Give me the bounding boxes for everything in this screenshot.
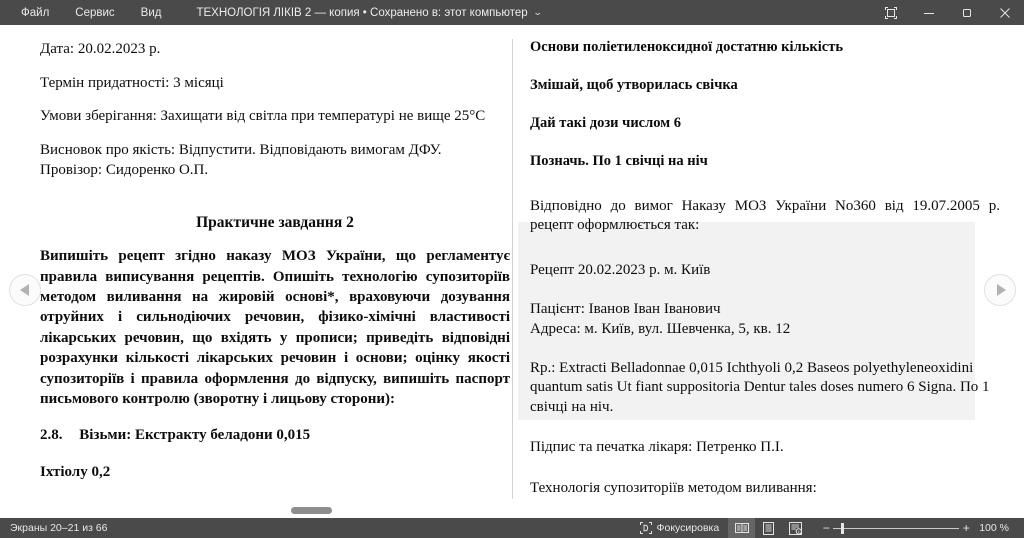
status-bar (0, 518, 1024, 538)
technology-heading: Технологія супозиторіїв методом виливання: (530, 480, 817, 497)
title-bar (0, 0, 1024, 25)
practical-task-heading: Практичне завдання 2 (196, 214, 354, 232)
web-layout-button[interactable] (782, 518, 809, 538)
minimize-icon[interactable] (910, 0, 948, 25)
menu-tools[interactable]: Сервис (75, 6, 115, 19)
storage-conditions-line: Умови зберігання: Захищати від світла при температурі не вище 25°C (40, 108, 486, 125)
ingredient-line-2: Іхтіолу 0,2 (40, 463, 111, 480)
zoom-percentage[interactable]: 100 % (979, 522, 1009, 534)
order-note-paragraph: Відповідно до вимог Наказу МОЗ України No360 від 19.07.2005 р. рецепт оформлюється так: (530, 197, 1000, 234)
close-icon[interactable] (986, 0, 1024, 25)
prev-screen-button[interactable] (9, 274, 41, 306)
restore-icon[interactable] (948, 0, 986, 25)
menu-view[interactable]: Вид (140, 6, 162, 19)
focus-mode-button[interactable] (631, 518, 729, 538)
zoom-in-button[interactable]: + (962, 521, 970, 535)
practical-task-body: Випишіть рецепт згідно наказу МОЗ України, що регламентує правила виписування рецептів. Опишіть технологію супозиторіїв методом виливання на жировій основі*, враховуючи дозування отруйних і сильнодіючих речовин, фізико-хімічні властивості лікарських речовин, що вхідять у прописи; приведіть відповідні розрахунки кількості лікарських речовин і основи; оцінку якості супозиторіїв і правила оформлення до відпуску, випишіть паспорт письмового контролю (зворотну і лицьову сторони): (40, 248, 510, 407)
rx-line-1: Основи поліетиленоксидної достатню кількість (530, 39, 843, 55)
read-mode-button[interactable] (728, 518, 755, 538)
recipe-header-line: Рецепт 20.02.2023 р. м. Київ (530, 261, 711, 278)
rx-line-2: Змішай, щоб утворилась свічка (530, 77, 738, 94)
page-count-status[interactable]: Экраны 20–21 из 66 (10, 522, 108, 534)
quality-conclusion-line: Висновок про якість: Відпустити. Відповідають вимогам ДФУ. (40, 141, 442, 158)
document-title: ТЕХНОЛОГІЯ ЛІКІВ 2 — копия • Сохранено в: этот компьютер (196, 6, 528, 19)
column-divider (512, 39, 513, 499)
rx-line-3: Дай такі дози числом 6 (530, 115, 681, 132)
address-line: Адреса: м. Київ, вул. Шевченка, 5, кв. 12 (530, 321, 791, 338)
window-controls (872, 0, 1024, 25)
horizontal-scrollbar[interactable] (0, 504, 1024, 518)
focus-icon (640, 522, 652, 534)
patient-line: Пацієнт: Іванов Іван Іванович (530, 301, 721, 318)
web-layout-icon (789, 522, 802, 535)
pharmacist-line: Провізор: Сидоренко О.П. (40, 161, 209, 178)
zoom-control (809, 518, 1024, 538)
focus-mode-label: Фокусировка (656, 522, 720, 534)
zoom-slider-track (833, 528, 959, 529)
scrollbar-thumb[interactable] (291, 507, 332, 514)
zoom-out-button[interactable]: − (822, 521, 830, 535)
right-page-column (530, 25, 1000, 518)
left-page-column (40, 25, 510, 497)
task-item-number: 2.8. (40, 427, 63, 444)
doctor-signature-line: Підпис та печатка лікаря: Петренко П.І. (530, 438, 784, 455)
zoom-slider-handle[interactable] (841, 523, 844, 534)
chevron-down-icon[interactable]: ⌄ (532, 7, 543, 17)
menu-file[interactable]: Файл (21, 6, 50, 19)
menu-bar (0, 3, 174, 23)
recipe-card (530, 261, 1000, 499)
date-line: Дата: 20.02.2023 р. (40, 41, 161, 57)
print-layout-icon (763, 522, 774, 535)
rp-prescription-text: Rp.: Extracti Belladonnae 0,015 Ichthyoli 0,2 Baseos polyethyleneoxidini quantum satis Ut fiant suppositoria Dentur tales doses numero 6 Signa. По 1 свічці на ніч. (530, 359, 990, 415)
print-layout-button[interactable] (755, 518, 782, 538)
shelf-life-line: Термін придатності: 3 місяці (40, 74, 224, 91)
read-mode-icon (735, 522, 749, 534)
document-title-group[interactable] (196, 7, 541, 19)
document-canvas (0, 25, 1024, 518)
task-item-text: Візьми: Екстракту беладони 0,015 (79, 427, 311, 444)
status-bar-right-group (631, 518, 1024, 538)
ribbon-display-options-icon[interactable] (872, 0, 910, 25)
zoom-slider[interactable] (833, 518, 959, 538)
rx-line-4: Позначь. По 1 свічці на ніч (530, 153, 708, 170)
chevron-left-icon (20, 284, 29, 296)
